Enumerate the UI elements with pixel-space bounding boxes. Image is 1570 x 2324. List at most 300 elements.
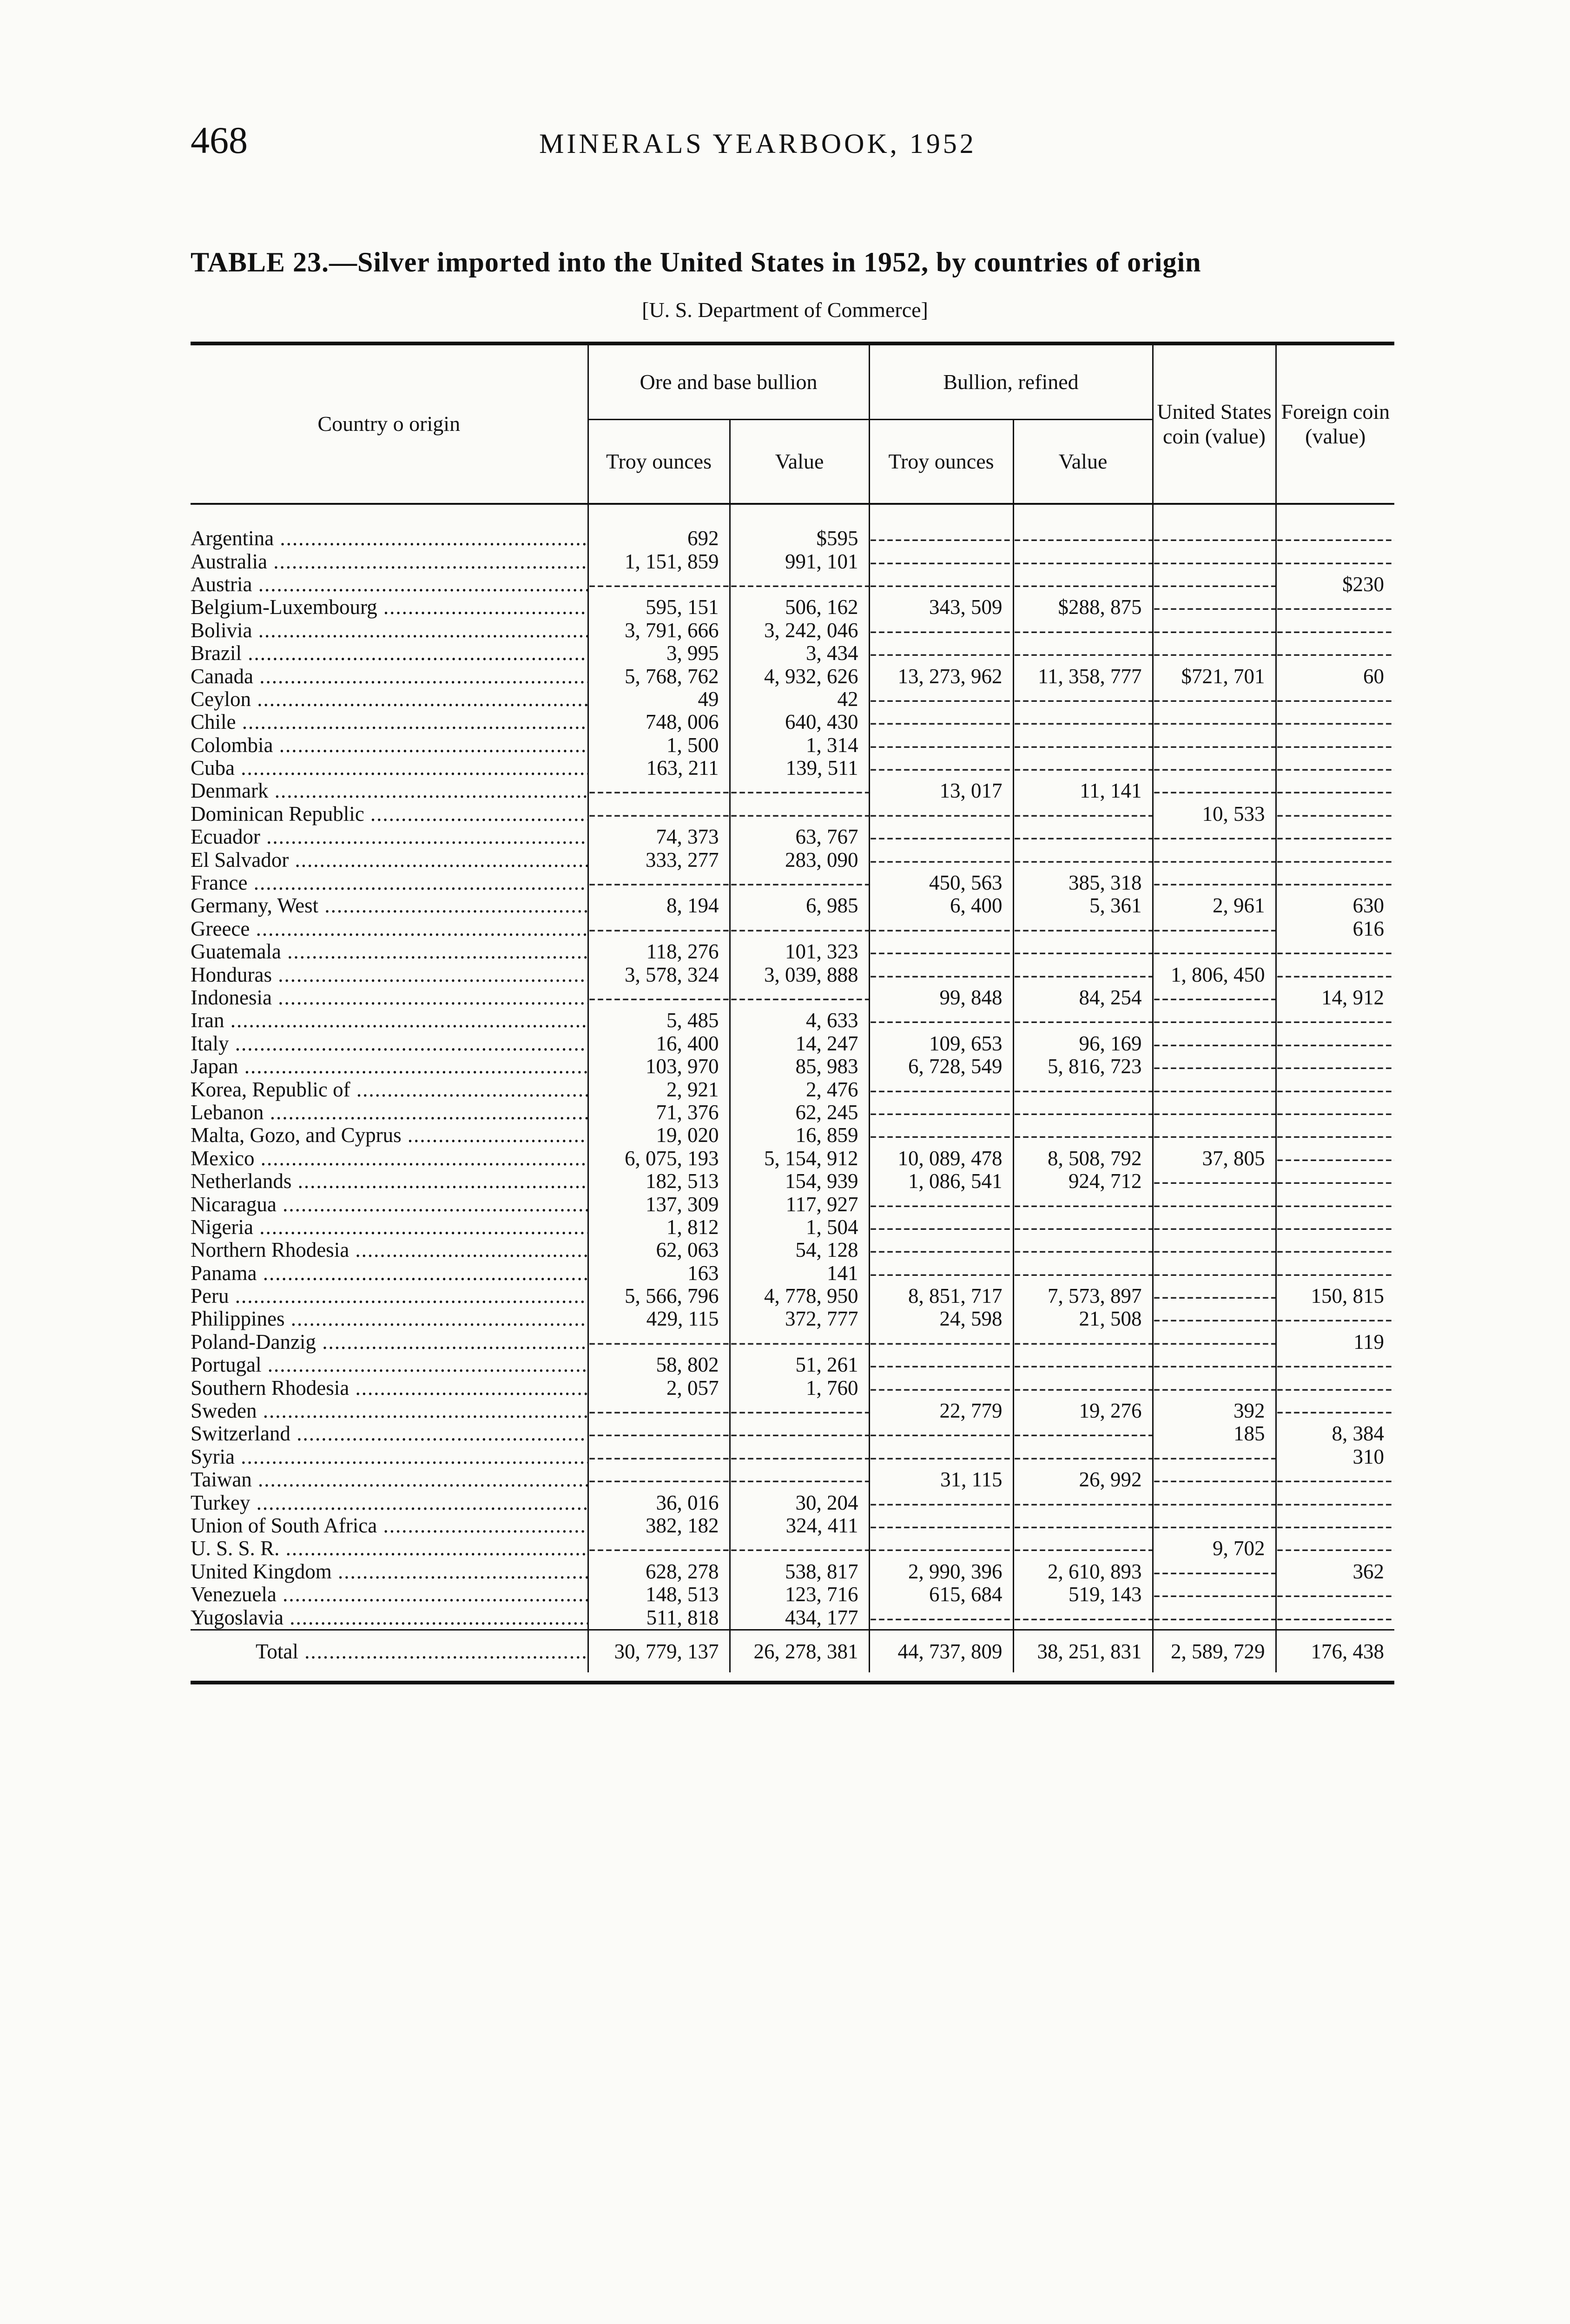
refined-troy-ounces-cell [869, 1124, 1013, 1147]
ore-value-cell: 30, 204 [730, 1491, 869, 1514]
us-coin-value-cell [1153, 688, 1276, 711]
table-row [191, 1262, 1394, 1285]
ore-value-cell: 3, 242, 046 [730, 619, 869, 642]
us-coin-value-cell [1153, 940, 1276, 963]
country-cell: Dominican Republic ..... [191, 803, 588, 825]
ore-troy-ounces-cell: 333, 277 [588, 848, 730, 871]
header-ore-value: Value [730, 420, 869, 504]
us-coin-value-cell [1153, 1376, 1276, 1399]
ore-troy-ounces-cell: 429, 115 [588, 1307, 730, 1330]
ore-troy-ounces-cell: 5, 485 [588, 1009, 730, 1032]
refined-troy-ounces-cell [869, 1193, 1013, 1215]
foreign-coin-value-cell: 310 [1276, 1446, 1394, 1468]
country-cell: Honduras ..... [191, 963, 588, 986]
ore-troy-ounces-cell [588, 573, 730, 596]
us-coin-value-cell: 1, 806, 450 [1153, 963, 1276, 986]
refined-value-cell [1013, 1078, 1153, 1101]
refined-troy-ounces-cell [869, 550, 1013, 573]
foreign-coin-value-cell [1276, 872, 1394, 894]
ore-troy-ounces-cell: 36, 016 [588, 1491, 730, 1514]
refined-troy-ounces-cell [869, 1446, 1013, 1468]
us-coin-value-cell [1153, 872, 1276, 894]
table-row [191, 596, 1394, 619]
foreign-coin-value-cell [1276, 1216, 1394, 1239]
country-cell: Chile ..... [191, 711, 588, 733]
refined-value-cell: 96, 169 [1013, 1032, 1153, 1055]
total-country-cell: Total ..... [191, 1630, 588, 1672]
country-cell: Iran ..... [191, 1009, 588, 1032]
refined-value-cell: 519, 143 [1013, 1583, 1153, 1606]
us-coin-value-cell [1153, 1009, 1276, 1032]
refined-troy-ounces-cell [869, 825, 1013, 848]
foreign-coin-value-cell: 150, 815 [1276, 1285, 1394, 1307]
country-cell: Mexico ..... [191, 1147, 588, 1170]
refined-troy-ounces-cell: 13, 273, 962 [869, 665, 1013, 687]
table-row [191, 619, 1394, 642]
refined-value-cell: 7, 573, 897 [1013, 1285, 1153, 1307]
table-row [191, 1055, 1394, 1078]
country-cell: Colombia ..... [191, 734, 588, 757]
ore-troy-ounces-cell: 137, 309 [588, 1193, 730, 1215]
country-cell: Yugoslavia ..... [191, 1606, 588, 1630]
country-cell: El Salvador ..... [191, 848, 588, 871]
ore-value-cell: 640, 430 [730, 711, 869, 733]
us-coin-value-cell [1153, 711, 1276, 733]
ore-troy-ounces-cell: 3, 995 [588, 642, 730, 665]
table-row [191, 504, 1394, 550]
refined-troy-ounces-cell [869, 1078, 1013, 1101]
ore-troy-ounces-cell: 1, 812 [588, 1216, 730, 1239]
country-cell: Germany, West ..... [191, 894, 588, 917]
table-row [191, 1285, 1394, 1307]
ore-troy-ounces-cell [588, 1446, 730, 1468]
ore-troy-ounces-cell: 71, 376 [588, 1101, 730, 1124]
foreign-coin-value-cell: 362 [1276, 1560, 1394, 1583]
foreign-coin-value-cell [1276, 940, 1394, 963]
ore-value-cell: 63, 767 [730, 825, 869, 848]
ore-troy-ounces-cell: 382, 182 [588, 1514, 730, 1537]
refined-value-cell [1013, 1353, 1153, 1376]
refined-troy-ounces-cell: 615, 684 [869, 1583, 1013, 1606]
ore-troy-ounces-cell: 511, 818 [588, 1606, 730, 1630]
refined-troy-ounces-cell [869, 1331, 1013, 1353]
country-cell: Nigeria ..... [191, 1216, 588, 1239]
us-coin-value-cell: 2, 961 [1153, 894, 1276, 917]
ore-value-cell: 2, 476 [730, 1078, 869, 1101]
refined-value-cell [1013, 550, 1153, 573]
table-row [191, 688, 1394, 711]
refined-value-cell [1013, 1009, 1153, 1032]
us-coin-value-cell: 10, 533 [1153, 803, 1276, 825]
ore-troy-ounces-cell: 49 [588, 688, 730, 711]
table-top-rule [191, 342, 1394, 345]
ore-value-cell: 42 [730, 688, 869, 711]
ore-value-cell: 117, 927 [730, 1193, 869, 1215]
us-coin-value-cell [1153, 1285, 1276, 1307]
country-cell: Italy ..... [191, 1032, 588, 1055]
ore-value-cell: 16, 859 [730, 1124, 869, 1147]
us-coin-value-cell [1153, 596, 1276, 619]
refined-troy-ounces-cell [869, 1239, 1013, 1261]
refined-troy-ounces-cell [869, 711, 1013, 733]
us-coin-value-cell [1153, 504, 1276, 550]
country-cell: Netherlands ..... [191, 1170, 588, 1193]
refined-value-cell: 21, 508 [1013, 1307, 1153, 1330]
ore-value-cell [730, 779, 869, 802]
ore-value-cell: $595 [730, 504, 869, 550]
foreign-coin-value-cell [1276, 1147, 1394, 1170]
ore-troy-ounces-cell: 748, 006 [588, 711, 730, 733]
ore-value-cell: 324, 411 [730, 1514, 869, 1537]
ore-value-cell: 538, 817 [730, 1560, 869, 1583]
foreign-coin-value-cell [1276, 1055, 1394, 1078]
foreign-coin-value-cell [1276, 1376, 1394, 1399]
foreign-coin-value-cell [1276, 1606, 1394, 1630]
us-coin-value-cell [1153, 918, 1276, 940]
foreign-coin-value-cell [1276, 619, 1394, 642]
us-coin-value-cell [1153, 642, 1276, 665]
us-coin-value-cell [1153, 619, 1276, 642]
us-coin-value-cell [1153, 1514, 1276, 1537]
foreign-coin-value-cell [1276, 1353, 1394, 1376]
refined-troy-ounces-cell: 109, 653 [869, 1032, 1013, 1055]
country-cell: Ecuador ..... [191, 825, 588, 848]
refined-troy-ounces-cell [869, 1606, 1013, 1630]
refined-value-cell [1013, 688, 1153, 711]
ore-value-cell: 54, 128 [730, 1239, 869, 1261]
total-us-coin-value-cell: 2, 589, 729 [1153, 1630, 1276, 1672]
table-row [191, 963, 1394, 986]
ore-troy-ounces-cell: 5, 768, 762 [588, 665, 730, 687]
refined-value-cell [1013, 1376, 1153, 1399]
country-cell: Ceylon ..... [191, 688, 588, 711]
ore-troy-ounces-cell [588, 986, 730, 1009]
header-foreign-coin: Foreign coin (value) [1276, 345, 1394, 504]
ore-troy-ounces-cell: 3, 791, 666 [588, 619, 730, 642]
table-row [191, 550, 1394, 573]
refined-value-cell: 26, 992 [1013, 1468, 1153, 1491]
country-cell: Peru ..... [191, 1285, 588, 1307]
table-row [191, 1376, 1394, 1399]
us-coin-value-cell [1153, 1468, 1276, 1491]
refined-troy-ounces-cell [869, 619, 1013, 642]
table-row [191, 1583, 1394, 1606]
foreign-coin-value-cell [1276, 711, 1394, 733]
foreign-coin-value-cell [1276, 1193, 1394, 1215]
running-head: MINERALS YEARBOOK, 1952 [539, 128, 976, 159]
us-coin-value-cell [1153, 1239, 1276, 1261]
refined-value-cell: 5, 816, 723 [1013, 1055, 1153, 1078]
foreign-coin-value-cell [1276, 803, 1394, 825]
foreign-coin-value-cell [1276, 1124, 1394, 1147]
country-cell: Syria ..... [191, 1446, 588, 1468]
header-refined-value: Value [1013, 420, 1153, 504]
ore-troy-ounces-cell [588, 779, 730, 802]
foreign-coin-value-cell [1276, 596, 1394, 619]
refined-troy-ounces-cell [869, 963, 1013, 986]
refined-troy-ounces-cell [869, 1514, 1013, 1537]
refined-value-cell [1013, 918, 1153, 940]
us-coin-value-cell: 37, 805 [1153, 1147, 1276, 1170]
us-coin-value-cell [1153, 1262, 1276, 1285]
foreign-coin-value-cell [1276, 1514, 1394, 1537]
refined-troy-ounces-cell [869, 642, 1013, 665]
ore-troy-ounces-cell: 6, 075, 193 [588, 1147, 730, 1170]
country-cell: Australia ..... [191, 550, 588, 573]
refined-troy-ounces-cell [869, 1491, 1013, 1514]
foreign-coin-value-cell [1276, 1468, 1394, 1491]
silver-imports-table [191, 345, 1394, 1672]
ore-troy-ounces-cell: 148, 513 [588, 1583, 730, 1606]
refined-troy-ounces-cell: 99, 848 [869, 986, 1013, 1009]
us-coin-value-cell [1153, 1124, 1276, 1147]
refined-troy-ounces-cell: 22, 779 [869, 1400, 1013, 1422]
total-refined-value-cell: 38, 251, 831 [1013, 1630, 1153, 1672]
us-coin-value-cell: 185 [1153, 1422, 1276, 1445]
table-row [191, 711, 1394, 733]
us-coin-value-cell [1153, 1353, 1276, 1376]
ore-value-cell: 141 [730, 1262, 869, 1285]
country-cell: Taiwan ..... [191, 1468, 588, 1491]
us-coin-value-cell [1153, 573, 1276, 596]
ore-value-cell: 154, 939 [730, 1170, 869, 1193]
table-row [191, 1537, 1394, 1560]
country-cell: Bolivia ..... [191, 619, 588, 642]
refined-troy-ounces-cell: 10, 089, 478 [869, 1147, 1013, 1170]
country-cell: Poland-Danzig ..... [191, 1331, 588, 1353]
foreign-coin-value-cell [1276, 1491, 1394, 1514]
foreign-coin-value-cell [1276, 734, 1394, 757]
table-row [191, 1353, 1394, 1376]
ore-value-cell: 14, 247 [730, 1032, 869, 1055]
ore-troy-ounces-cell [588, 1422, 730, 1445]
ore-troy-ounces-cell: 628, 278 [588, 1560, 730, 1583]
ore-troy-ounces-cell [588, 1537, 730, 1560]
table-row [191, 1239, 1394, 1261]
refined-value-cell [1013, 1422, 1153, 1445]
us-coin-value-cell [1153, 1331, 1276, 1353]
country-cell: Indonesia ..... [191, 986, 588, 1009]
refined-troy-ounces-cell: 343, 509 [869, 596, 1013, 619]
refined-value-cell: 19, 276 [1013, 1400, 1153, 1422]
country-cell: Japan ..... [191, 1055, 588, 1078]
refined-value-cell [1013, 1216, 1153, 1239]
us-coin-value-cell [1153, 986, 1276, 1009]
table-row [191, 1331, 1394, 1353]
country-cell: Sweden ..... [191, 1400, 588, 1422]
ore-value-cell: 1, 760 [730, 1376, 869, 1399]
refined-troy-ounces-cell [869, 1101, 1013, 1124]
refined-value-cell: 11, 358, 777 [1013, 665, 1153, 687]
refined-troy-ounces-cell [869, 734, 1013, 757]
ore-troy-ounces-cell: 2, 057 [588, 1376, 730, 1399]
ore-troy-ounces-cell: 1, 151, 859 [588, 550, 730, 573]
country-cell: Portugal ..... [191, 1353, 588, 1376]
ore-troy-ounces-cell: 5, 566, 796 [588, 1285, 730, 1307]
foreign-coin-value-cell: 8, 384 [1276, 1422, 1394, 1445]
foreign-coin-value-cell: $230 [1276, 573, 1394, 596]
table-row [191, 1514, 1394, 1537]
refined-value-cell [1013, 848, 1153, 871]
ore-troy-ounces-cell: 1, 500 [588, 734, 730, 757]
refined-value-cell [1013, 619, 1153, 642]
refined-troy-ounces-cell [869, 918, 1013, 940]
table-row [191, 825, 1394, 848]
table-row [191, 1009, 1394, 1032]
refined-troy-ounces-cell [869, 1376, 1013, 1399]
refined-value-cell: 2, 610, 893 [1013, 1560, 1153, 1583]
refined-troy-ounces-cell [869, 1216, 1013, 1239]
us-coin-value-cell [1153, 1583, 1276, 1606]
refined-value-cell: 11, 141 [1013, 779, 1153, 802]
ore-troy-ounces-cell [588, 918, 730, 940]
ore-value-cell [730, 918, 869, 940]
refined-value-cell [1013, 825, 1153, 848]
ore-value-cell: 62, 245 [730, 1101, 869, 1124]
ore-value-cell [730, 573, 869, 596]
ore-value-cell: 3, 434 [730, 642, 869, 665]
refined-value-cell [1013, 940, 1153, 963]
us-coin-value-cell [1153, 848, 1276, 871]
ore-troy-ounces-cell: 62, 063 [588, 1239, 730, 1261]
table-row [191, 872, 1394, 894]
refined-value-cell [1013, 642, 1153, 665]
header-refined-troy-ounces: Troy ounces [869, 420, 1013, 504]
ore-value-cell [730, 1331, 869, 1353]
refined-troy-ounces-cell: 13, 017 [869, 779, 1013, 802]
ore-troy-ounces-cell: 595, 151 [588, 596, 730, 619]
country-cell: Malta, Gozo, and Cyprus ..... [191, 1124, 588, 1147]
us-coin-value-cell: $721, 701 [1153, 665, 1276, 687]
country-cell: Philippines ..... [191, 1307, 588, 1330]
country-cell: Lebanon ..... [191, 1101, 588, 1124]
table-row [191, 573, 1394, 596]
us-coin-value-cell [1153, 734, 1276, 757]
country-cell: Korea, Republic of ..... [191, 1078, 588, 1101]
ore-troy-ounces-cell [588, 872, 730, 894]
refined-value-cell: 385, 318 [1013, 872, 1153, 894]
ore-value-cell [730, 803, 869, 825]
refined-troy-ounces-cell [869, 757, 1013, 779]
ore-value-cell [730, 1422, 869, 1445]
table-row [191, 940, 1394, 963]
foreign-coin-value-cell [1276, 1078, 1394, 1101]
table-row [191, 1193, 1394, 1215]
us-coin-value-cell [1153, 550, 1276, 573]
foreign-coin-value-cell [1276, 1583, 1394, 1606]
country-cell: Austria ..... [191, 573, 588, 596]
ore-value-cell [730, 986, 869, 1009]
ore-value-cell: 5, 154, 912 [730, 1147, 869, 1170]
refined-troy-ounces-cell [869, 848, 1013, 871]
refined-value-cell [1013, 1514, 1153, 1537]
foreign-coin-value-cell [1276, 757, 1394, 779]
foreign-coin-value-cell: 119 [1276, 1331, 1394, 1353]
refined-troy-ounces-cell [869, 1353, 1013, 1376]
total-refined-troy-ounces-cell: 44, 737, 809 [869, 1630, 1013, 1672]
ore-value-cell: 1, 314 [730, 734, 869, 757]
refined-value-cell [1013, 1124, 1153, 1147]
ore-value-cell [730, 1468, 869, 1491]
ore-troy-ounces-cell: 58, 802 [588, 1353, 730, 1376]
ore-value-cell [730, 1537, 869, 1560]
table-row [191, 665, 1394, 687]
table-row [191, 918, 1394, 940]
country-cell: Canada ..... [191, 665, 588, 687]
table-row [191, 1606, 1394, 1630]
refined-troy-ounces-cell [869, 573, 1013, 596]
header-ore-troy-ounces: Troy ounces [588, 420, 730, 504]
us-coin-value-cell [1153, 1491, 1276, 1514]
country-cell: Greece ..... [191, 918, 588, 940]
table-row [191, 1422, 1394, 1445]
refined-value-cell: $288, 875 [1013, 596, 1153, 619]
table-row [191, 848, 1394, 871]
country-cell: Brazil ..... [191, 642, 588, 665]
ore-value-cell: 434, 177 [730, 1606, 869, 1630]
refined-troy-ounces-cell: 2, 990, 396 [869, 1560, 1013, 1583]
page-number: 468 [191, 119, 248, 161]
refined-value-cell: 8, 508, 792 [1013, 1147, 1153, 1170]
country-cell: Panama ..... [191, 1262, 588, 1285]
total-foreign-coin-value-cell: 176, 438 [1276, 1630, 1394, 1672]
refined-value-cell [1013, 711, 1153, 733]
ore-troy-ounces-cell: 692 [588, 504, 730, 550]
foreign-coin-value-cell [1276, 1170, 1394, 1193]
us-coin-value-cell [1153, 1078, 1276, 1101]
refined-troy-ounces-cell: 6, 728, 549 [869, 1055, 1013, 1078]
refined-value-cell [1013, 1262, 1153, 1285]
ore-troy-ounces-cell [588, 1400, 730, 1422]
total-row [191, 1630, 1394, 1672]
foreign-coin-value-cell: 630 [1276, 894, 1394, 917]
table-row [191, 734, 1394, 757]
foreign-coin-value-cell [1276, 825, 1394, 848]
country-cell: Nicaragua ..... [191, 1193, 588, 1215]
ore-value-cell: 139, 511 [730, 757, 869, 779]
ore-value-cell [730, 872, 869, 894]
refined-troy-ounces-cell [869, 1537, 1013, 1560]
table-row [191, 1101, 1394, 1124]
refined-value-cell [1013, 1606, 1153, 1630]
ore-value-cell: 506, 162 [730, 596, 869, 619]
table-row [191, 1032, 1394, 1055]
ore-value-cell: 1, 504 [730, 1216, 869, 1239]
ore-value-cell: 4, 932, 626 [730, 665, 869, 687]
ore-value-cell [730, 1446, 869, 1468]
table-row [191, 1491, 1394, 1514]
table-title: TABLE 23.—Silver imported into the United States in 1952, by countries of origin [191, 247, 1201, 277]
table-row [191, 1216, 1394, 1239]
country-cell: United Kingdom ..... [191, 1560, 588, 1583]
foreign-coin-value-cell [1276, 1400, 1394, 1422]
ore-troy-ounces-cell [588, 1331, 730, 1353]
country-cell: Belgium-Luxembourg ..... [191, 596, 588, 619]
refined-troy-ounces-cell [869, 1009, 1013, 1032]
table-body [191, 504, 1394, 1672]
ore-value-cell: 123, 716 [730, 1583, 869, 1606]
refined-value-cell [1013, 963, 1153, 986]
foreign-coin-value-cell [1276, 1262, 1394, 1285]
refined-troy-ounces-cell [869, 1422, 1013, 1445]
country-cell: Denmark ..... [191, 779, 588, 802]
foreign-coin-value-cell: 60 [1276, 665, 1394, 687]
ore-troy-ounces-cell: 74, 373 [588, 825, 730, 848]
foreign-coin-value-cell [1276, 1032, 1394, 1055]
table-row [191, 1307, 1394, 1330]
ore-value-cell [730, 1400, 869, 1422]
table-row [191, 1560, 1394, 1583]
